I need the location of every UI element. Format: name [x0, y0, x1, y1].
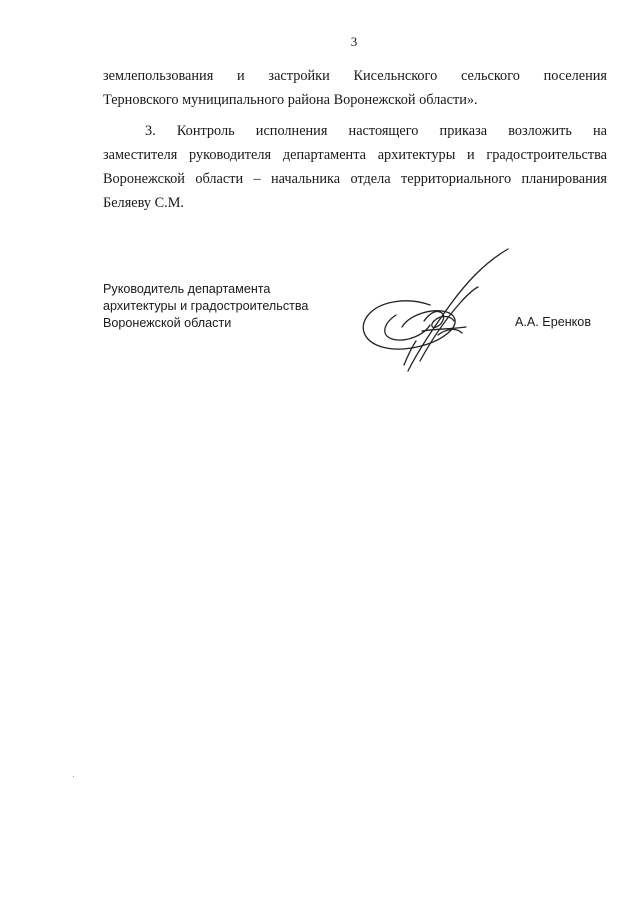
text-line: землепользования и застройки Кисельнского сельского поселения: [103, 68, 607, 84]
handwritten-signature: [338, 243, 528, 378]
position-line: Руководитель департамента: [103, 282, 271, 296]
signatory-position: [103, 281, 308, 332]
continuation-paragraph: [103, 64, 607, 112]
text-line: заместителя руководителя департамента архитектуры и градостроительства: [103, 147, 607, 163]
text-line: Терновского муниципального района Воронежской области».: [103, 92, 478, 108]
text-line: 3. Контроль исполнения настоящего приказа возложить на: [145, 123, 607, 139]
signer-name: А.А. Еренков: [515, 315, 592, 329]
item-3-paragraph: [103, 119, 607, 215]
page-number: 3: [350, 34, 358, 49]
text-line: Беляеву С.М.: [103, 195, 184, 211]
scan-speck: [73, 776, 74, 777]
position-line: архитектуры и градостроительства: [103, 299, 309, 313]
position-line: Воронежской области: [103, 316, 232, 330]
text-line: Воронежской области – начальника отдела территориального планирования: [103, 171, 607, 187]
